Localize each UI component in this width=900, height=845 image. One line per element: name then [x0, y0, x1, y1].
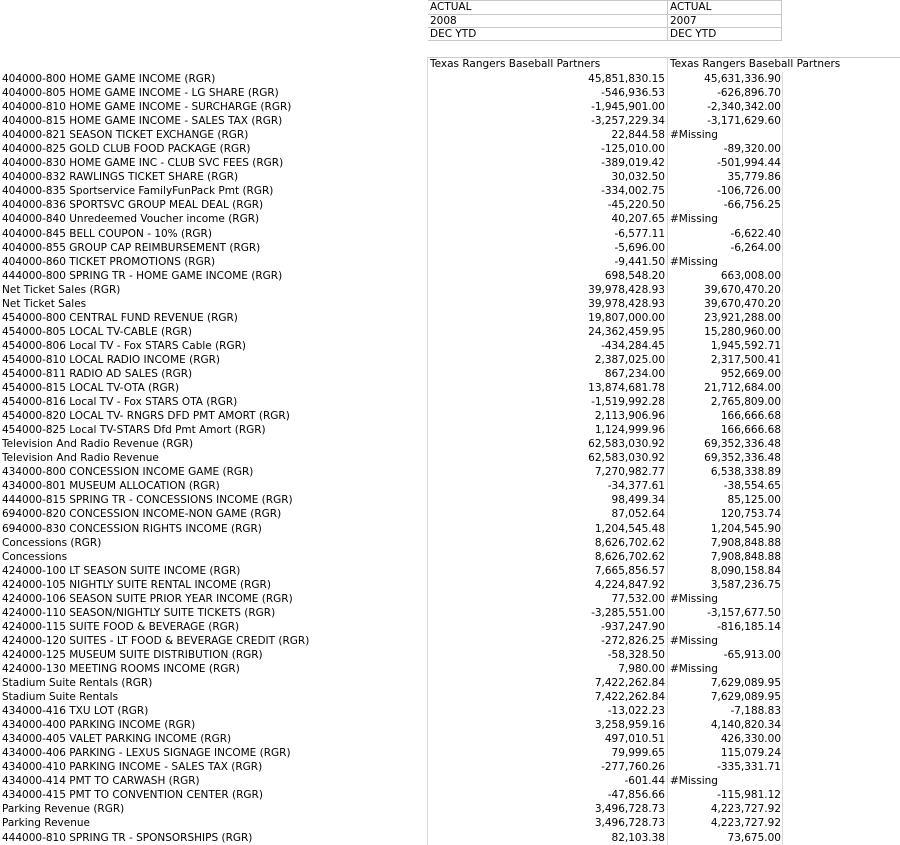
- table-row: [0, 269, 900, 283]
- account-label: 454000-825 Local TV-STARS Dfd Pmt Amort (RGR): [2, 424, 266, 437]
- column-header-block: [0, 0, 900, 72]
- value-2007: -626,896.70: [717, 87, 781, 100]
- account-label: 424000-106 SEASON SUITE PRIOR YEAR INCOME (RGR): [2, 592, 293, 605]
- value-2007: #Missing: [670, 662, 718, 675]
- account-label: Concessions: [2, 550, 68, 563]
- account-label: 404000-815 HOME GAME INCOME - SALES TAX (RGR): [2, 115, 283, 128]
- account-label: 434000-800 CONCESSION INCOME GAME (RGR): [2, 466, 254, 479]
- value-2008: -1,945,901.00: [591, 101, 665, 114]
- value-2008: -546,936.53: [601, 87, 665, 100]
- value-2008: -3,285,551.00: [591, 606, 665, 619]
- col2-year: 2007: [668, 14, 782, 28]
- value-2007: 85,125.00: [727, 494, 781, 507]
- value-2008: 39,978,428.93: [588, 297, 665, 310]
- table-row: [0, 325, 900, 339]
- account-label: 434000-415 PMT TO CONVENTION CENTER (RGR): [2, 789, 263, 802]
- table-row: [0, 536, 900, 550]
- value-2007: 23,921,288.00: [704, 311, 781, 324]
- value-2008: -5,696.00: [614, 241, 665, 254]
- account-label: 404000-845 BELL COUPON - 10% (RGR): [2, 227, 212, 240]
- account-label: Parking Revenue (RGR): [2, 803, 125, 816]
- value-2007: 4,223,727.92: [710, 817, 781, 830]
- value-2007: 73,675.00: [727, 831, 781, 844]
- value-2007: 426,330.00: [720, 733, 781, 746]
- table-row: [0, 142, 900, 156]
- value-2008: -334,002.75: [601, 185, 665, 198]
- table-row: [0, 72, 900, 86]
- value-2007: #Missing: [670, 592, 718, 605]
- table-row: [0, 732, 900, 746]
- account-label: 444000-800 SPRING TR - HOME GAME INCOME (RGR): [2, 269, 283, 282]
- value-2007: 69,352,336.48: [704, 452, 781, 465]
- value-2008: -272,826.25: [601, 634, 665, 647]
- value-2007: 39,670,470.20: [704, 297, 781, 310]
- value-2008: -1,519,992.28: [591, 396, 665, 409]
- table-row: [0, 311, 900, 325]
- value-2007: 7,629,089.95: [710, 691, 781, 704]
- table-row: [0, 564, 900, 578]
- value-2008: -45,220.50: [607, 199, 665, 212]
- account-label: 404000-860 TICKET PROMOTIONS (RGR): [2, 255, 216, 268]
- value-2008: -9,441.50: [614, 255, 665, 268]
- table-row: [0, 128, 900, 142]
- value-2007: 39,670,470.20: [704, 283, 781, 296]
- table-row: [0, 522, 900, 536]
- account-label: 404000-836 SPORTSVC GROUP MEAL DEAL (RGR): [2, 199, 264, 212]
- account-label: 694000-830 CONCESSION RIGHTS INCOME (RGR): [2, 522, 262, 535]
- account-label: 404000-832 RAWLINGS TICKET SHARE (RGR): [2, 171, 239, 184]
- col2-period: DEC YTD: [668, 27, 782, 41]
- account-label: 424000-100 LT SEASON SUITE INCOME (RGR): [2, 564, 241, 577]
- table-row: [0, 465, 900, 479]
- table-row: [0, 212, 900, 226]
- value-2007: 21,712,684.00: [704, 382, 781, 395]
- table-row: [0, 788, 900, 802]
- account-label: Television And Radio Revenue: [2, 452, 159, 465]
- table-row: [0, 634, 900, 648]
- value-2007: 6,538,338.89: [710, 466, 781, 479]
- table-row: [0, 507, 900, 521]
- account-label: 404000-821 SEASON TICKET EXCHANGE (RGR): [2, 129, 249, 142]
- table-row: [0, 746, 900, 760]
- value-2007: 115,079.24: [720, 747, 781, 760]
- table-row: [0, 227, 900, 241]
- table-row: [0, 802, 900, 816]
- value-2008: 698,548.20: [604, 269, 665, 282]
- data-table: [0, 72, 900, 845]
- table-row: [0, 114, 900, 128]
- account-label: Concessions (RGR): [2, 536, 102, 549]
- value-2007: #Missing: [670, 775, 718, 788]
- value-2008: 98,499.34: [611, 494, 665, 507]
- account-label: Parking Revenue: [2, 817, 90, 830]
- value-2008: 3,258,959.16: [594, 719, 665, 732]
- account-label: 424000-130 MEETING ROOMS INCOME (RGR): [2, 662, 240, 675]
- table-row: [0, 381, 900, 395]
- value-2007: 166,666.68: [720, 424, 781, 437]
- value-2007: #Missing: [670, 129, 718, 142]
- value-2008: 4,224,847.92: [594, 578, 665, 591]
- value-2008: 2,113,906.96: [594, 410, 665, 423]
- value-2007: -816,185.14: [717, 620, 781, 633]
- table-row: [0, 479, 900, 493]
- value-2008: -58,328.50: [607, 648, 665, 661]
- value-2008: 79,999.65: [611, 747, 665, 760]
- table-row: [0, 718, 900, 732]
- value-2007: 120,753.74: [720, 508, 781, 521]
- value-2008: 7,422,262.84: [594, 677, 665, 690]
- table-row: [0, 592, 900, 606]
- value-2008: 7,665,856.57: [594, 564, 665, 577]
- table-row: [0, 816, 900, 830]
- account-label: 424000-110 SEASON/NIGHTLY SUITE TICKETS (RGR): [2, 606, 276, 619]
- table-row: [0, 690, 900, 704]
- table-row: [0, 86, 900, 100]
- table-row: [0, 437, 900, 451]
- table-row: [0, 451, 900, 465]
- table-row: [0, 620, 900, 634]
- table-row: [0, 367, 900, 381]
- value-2008: 40,207.65: [611, 213, 665, 226]
- value-2007: -115,981.12: [717, 789, 781, 802]
- account-label: 424000-125 MUSEUM SUITE DISTRIBUTION (RGR): [2, 648, 263, 661]
- value-2007: 69,352,336.48: [704, 438, 781, 451]
- value-2008: 3,496,728.73: [594, 803, 665, 816]
- value-2007: -38,554.65: [723, 480, 781, 493]
- account-label: Net Ticket Sales (RGR): [2, 283, 121, 296]
- value-2007: -89,320.00: [723, 143, 781, 156]
- value-2007: 1,204,545.90: [710, 522, 781, 535]
- account-label: 444000-815 SPRING TR - CONCESSIONS INCOME (RGR): [2, 494, 293, 507]
- value-2008: 62,583,030.92: [588, 438, 665, 451]
- table-row: [0, 550, 900, 564]
- account-label: 404000-840 Unredeemed Voucher income (RGR): [2, 213, 260, 226]
- account-label: 444000-810 SPRING TR - SPONSORSHIPS (RGR): [2, 831, 253, 844]
- account-label: 404000-800 HOME GAME INCOME (RGR): [2, 73, 216, 85]
- account-label: Stadium Suite Rentals (RGR): [2, 677, 153, 690]
- account-label: 404000-855 GROUP CAP REIMBURSEMENT (RGR): [2, 241, 261, 254]
- table-row: [0, 704, 900, 718]
- value-2007: -7,188.83: [730, 705, 781, 718]
- value-2008: 8,626,702.62: [594, 536, 665, 549]
- account-label: 454000-815 LOCAL TV-OTA (RGR): [2, 382, 180, 395]
- value-2008: 82,103.38: [611, 831, 665, 844]
- value-2008: 77,532.00: [611, 592, 665, 605]
- account-label: Stadium Suite Rentals: [2, 691, 119, 704]
- account-label: 424000-120 SUITES - LT FOOD & BEVERAGE CREDIT (RGR): [2, 634, 310, 647]
- value-2007: -335,331.71: [717, 761, 781, 774]
- value-2008: 62,583,030.92: [588, 452, 665, 465]
- value-2007: 952,669.00: [720, 367, 781, 380]
- col2-entity: Texas Rangers Baseball Partners: [668, 57, 900, 71]
- table-row: [0, 255, 900, 269]
- account-label: 434000-414 PMT TO CARWASH (RGR): [2, 775, 200, 788]
- col1-entity: Texas Rangers Baseball Partners: [428, 57, 668, 71]
- col1-type: ACTUAL: [428, 0, 668, 14]
- account-label: Television And Radio Revenue (RGR): [2, 438, 194, 451]
- table-row: [0, 760, 900, 774]
- value-2008: -277,760.26: [601, 761, 665, 774]
- table-row: [0, 100, 900, 114]
- value-2007: 7,908,848.88: [710, 536, 781, 549]
- value-2008: 87,052.64: [611, 508, 665, 521]
- value-2008: 1,204,545.48: [594, 522, 665, 535]
- value-2008: 3,496,728.73: [594, 817, 665, 830]
- value-2007: 4,223,727.92: [710, 803, 781, 816]
- value-2008: 497,010.51: [604, 733, 665, 746]
- table-row: [0, 395, 900, 409]
- account-label: 434000-400 PARKING INCOME (RGR): [2, 719, 196, 732]
- value-2007: 7,629,089.95: [710, 677, 781, 690]
- value-2007: -65,913.00: [723, 648, 781, 661]
- value-2008: 39,978,428.93: [588, 283, 665, 296]
- table-row: [0, 241, 900, 255]
- value-2008: -434,284.45: [601, 339, 665, 352]
- value-2007: -66,756.25: [723, 199, 781, 212]
- value-2008: 30,032.50: [611, 171, 665, 184]
- account-label: 424000-115 SUITE FOOD & BEVERAGE (RGR): [2, 620, 240, 633]
- value-2008: 22,844.58: [611, 129, 665, 142]
- account-label: 454000-805 LOCAL TV-CABLE (RGR): [2, 325, 192, 338]
- value-2008: -125,010.00: [601, 143, 665, 156]
- value-2008: 24,362,459.95: [588, 325, 665, 338]
- account-label: 424000-105 NIGHTLY SUITE RENTAL INCOME (RGR): [2, 578, 271, 591]
- table-row: [0, 353, 900, 367]
- account-label: 454000-810 LOCAL RADIO INCOME (RGR): [2, 353, 221, 366]
- value-2007: -501,994.44: [717, 157, 781, 170]
- value-2007: 4,140,820.34: [710, 719, 781, 732]
- value-2008: 7,422,262.84: [594, 691, 665, 704]
- value-2007: -3,171,629.60: [707, 115, 781, 128]
- table-row: [0, 198, 900, 212]
- table-row: [0, 283, 900, 297]
- value-2008: 2,387,025.00: [594, 353, 665, 366]
- table-row: [0, 831, 900, 845]
- table-row: [0, 339, 900, 353]
- value-2007: 45,631,336.90: [704, 73, 781, 85]
- value-2007: 3,587,236.75: [710, 578, 781, 591]
- account-label: 434000-416 TXU LOT (RGR): [2, 705, 149, 718]
- value-2008: -34,377.61: [607, 480, 665, 493]
- value-2007: 166,666.68: [720, 410, 781, 423]
- value-2008: 45,851,830.15: [588, 73, 665, 85]
- account-label: 454000-816 Local TV - Fox STARS OTA (RGR): [2, 396, 238, 409]
- value-2007: #Missing: [670, 255, 718, 268]
- col2-type: ACTUAL: [668, 0, 782, 14]
- value-2007: -2,340,342.00: [707, 101, 781, 114]
- account-label: 434000-405 VALET PARKING INCOME (RGR): [2, 733, 232, 746]
- table-row: [0, 184, 900, 198]
- value-2008: -13,022.23: [607, 705, 665, 718]
- col1-period: DEC YTD: [428, 27, 668, 41]
- table-row: [0, 423, 900, 437]
- value-2008: -6,577.11: [614, 227, 665, 240]
- value-2007: 1,945,592.71: [710, 339, 781, 352]
- account-label: 404000-825 GOLD CLUB FOOD PACKAGE (RGR): [2, 143, 251, 156]
- table-row: [0, 676, 900, 690]
- value-2008: -389,019.42: [601, 157, 665, 170]
- account-label: 454000-820 LOCAL TV- RNGRS DFD PMT AMORT (RGR): [2, 410, 290, 423]
- value-2007: 2,765,809.00: [710, 396, 781, 409]
- account-label: 694000-820 CONCESSION INCOME-NON GAME (RGR): [2, 508, 282, 521]
- value-2007: 15,280,960.00: [704, 325, 781, 338]
- table-row: [0, 493, 900, 507]
- value-2008: 13,874,681.78: [588, 382, 665, 395]
- col1-year: 2008: [428, 14, 668, 28]
- table-row: [0, 662, 900, 676]
- account-label: 454000-811 RADIO AD SALES (RGR): [2, 367, 193, 380]
- account-label: 404000-810 HOME GAME INCOME - SURCHARGE (RGR): [2, 101, 292, 114]
- account-label: 454000-800 CENTRAL FUND REVENUE (RGR): [2, 311, 238, 324]
- table-row: [0, 578, 900, 592]
- value-2007: 2,317,500.41: [710, 353, 781, 366]
- account-label: 434000-801 MUSEUM ALLOCATION (RGR): [2, 480, 220, 493]
- table-row: [0, 170, 900, 184]
- table-row: [0, 297, 900, 311]
- value-2007: #Missing: [670, 634, 718, 647]
- account-label: 404000-830 HOME GAME INC - CLUB SVC FEES (RGR): [2, 157, 284, 170]
- value-2007: 663,008.00: [720, 269, 781, 282]
- value-2008: 19,807,000.00: [588, 311, 665, 324]
- table-row: [0, 409, 900, 423]
- value-2008: 8,626,702.62: [594, 550, 665, 563]
- account-label: 404000-835 Sportservice FamilyFunPack Pmt (RGR): [2, 185, 274, 198]
- value-2008: 1,124,999.96: [594, 424, 665, 437]
- value-2007: -6,264.00: [730, 241, 781, 254]
- value-2007: -106,726.00: [717, 185, 781, 198]
- value-2008: -3,257,229.34: [591, 115, 665, 128]
- value-2007: -6,622.40: [730, 227, 781, 240]
- value-2008: -601.44: [624, 775, 665, 788]
- account-label: Net Ticket Sales: [2, 297, 87, 310]
- value-2008: 7,980.00: [618, 662, 665, 675]
- table-row: [0, 774, 900, 788]
- table-row: [0, 606, 900, 620]
- value-2007: #Missing: [670, 213, 718, 226]
- value-2008: -937,247.90: [601, 620, 665, 633]
- value-2007: 8,090,158.84: [710, 564, 781, 577]
- account-label: 454000-806 Local TV - Fox STARS Cable (RGR): [2, 339, 246, 352]
- value-2007: -3,157,677.50: [707, 606, 781, 619]
- account-label: 434000-410 PARKING INCOME - SALES TAX (RGR): [2, 761, 263, 774]
- account-label: 434000-406 PARKING - LEXUS SIGNAGE INCOME (RGR): [2, 747, 291, 760]
- value-2008: 867,234.00: [604, 367, 665, 380]
- value-2008: 7,270,982.77: [594, 466, 665, 479]
- value-2008: -47,856.66: [607, 789, 665, 802]
- value-2007: 35,779.86: [727, 171, 781, 184]
- table-row: [0, 648, 900, 662]
- value-2007: 7,908,848.88: [710, 550, 781, 563]
- table-row: [0, 156, 900, 170]
- account-label: 404000-805 HOME GAME INCOME - LG SHARE (RGR): [2, 87, 279, 100]
